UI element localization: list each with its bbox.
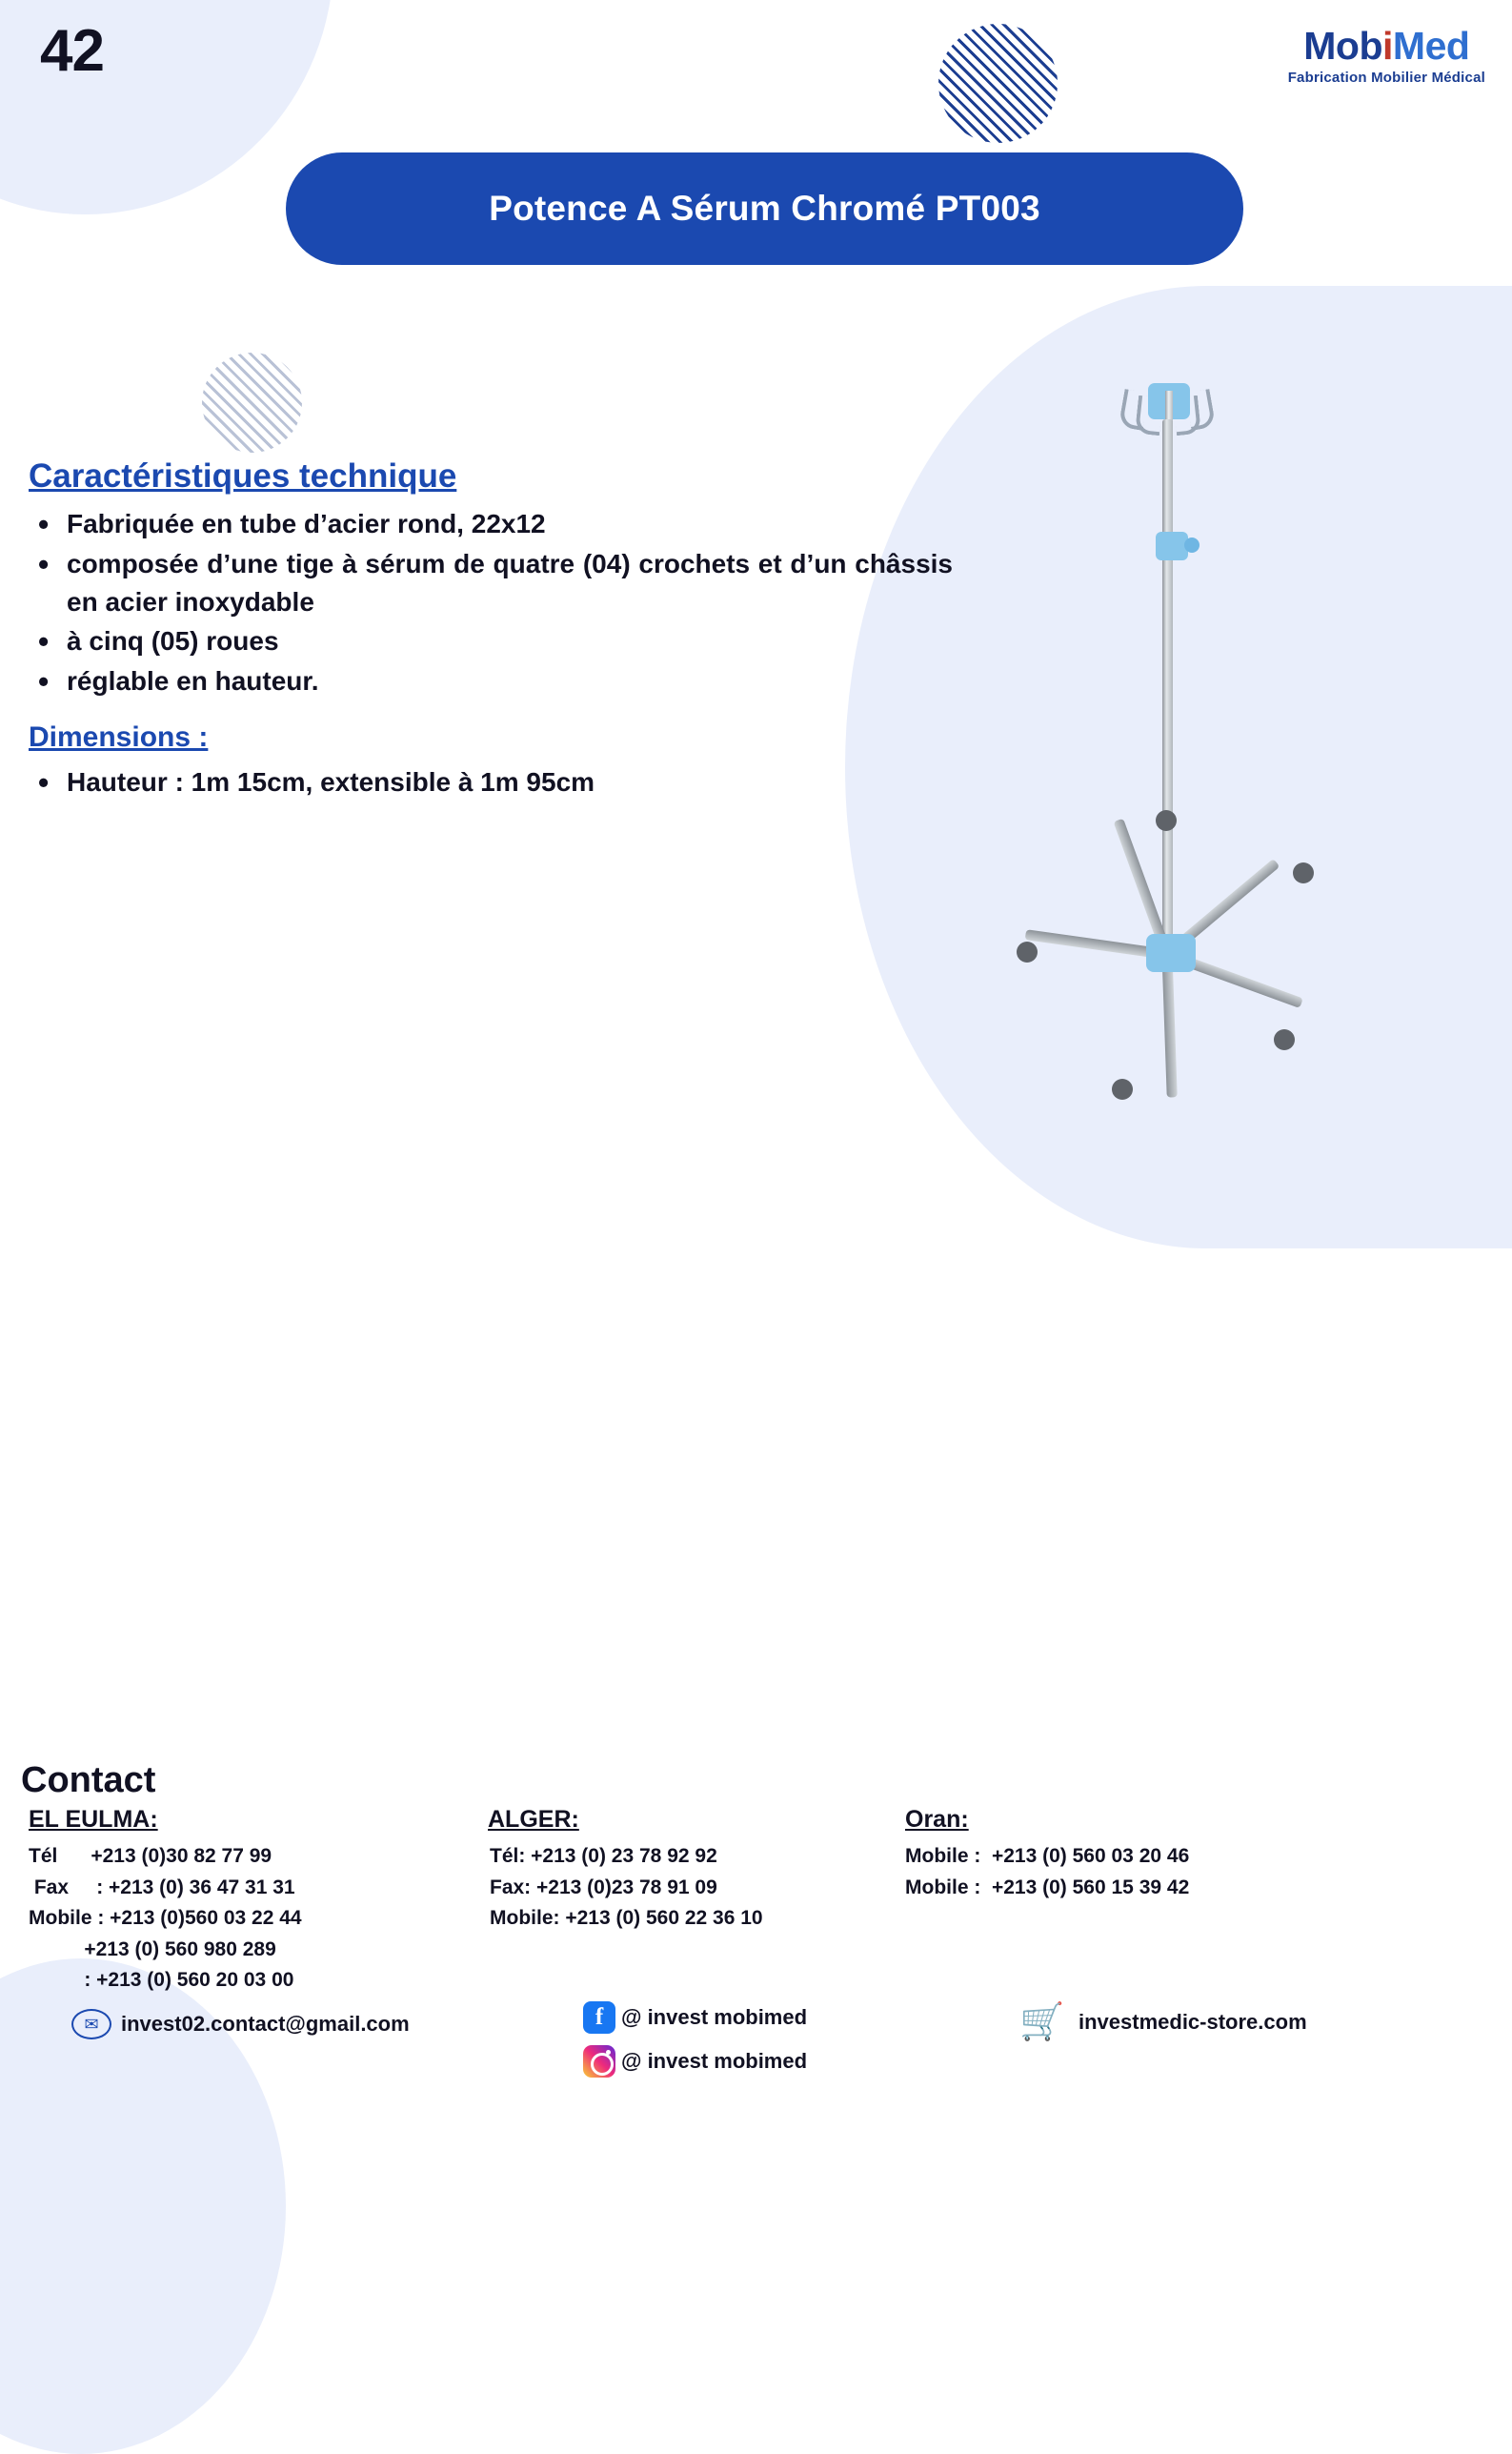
contact-city-heading: ALGER: — [488, 1806, 579, 1834]
logo-tagline: Fabrication Mobilier Médical — [1287, 70, 1485, 86]
contact-line: : +213 (0) 560 20 03 00 — [29, 1969, 294, 1992]
contact-line: Fax : +213 (0) 36 47 31 31 — [29, 1876, 295, 1898]
caster-wheel — [1017, 942, 1038, 963]
list-item: • composée d’une tige à sérum de quatre (04) crochets et d’un châssis en acier inoxydable — [19, 545, 953, 621]
pole-shaft — [1162, 419, 1173, 953]
shopping-cart-icon: 🛒 — [1019, 2002, 1065, 2042]
contact-columns — [19, 1806, 1493, 1997]
caster-wheel — [1112, 1079, 1133, 1100]
product-image-iv-pole — [959, 362, 1369, 1067]
caster-wheel — [1293, 862, 1314, 883]
list-item: • réglable en hauteur. — [19, 662, 953, 700]
page-number: 42 — [40, 18, 104, 84]
logo-word-part1: Mob — [1303, 24, 1383, 68]
contact-line: Tél: +213 (0) 23 78 92 92 — [490, 1845, 717, 1868]
height-adjust-knob — [1156, 532, 1188, 560]
contact-heading: Contact — [21, 1760, 156, 1800]
facebook-contact[interactable] — [583, 2001, 807, 2034]
website-contact[interactable] — [1019, 2003, 1307, 2041]
contact-line: Mobile : +213 (0) 560 15 39 42 — [905, 1876, 1190, 1898]
specs-list — [19, 505, 953, 700]
list-item: • Fabriquée en tube d’acier rond, 22x12 — [19, 505, 953, 543]
list-item: • à cinq (05) roues — [19, 622, 953, 660]
dimensions-heading: Dimensions : — [29, 720, 209, 753]
instagram-contact[interactable] — [583, 2045, 807, 2078]
contact-line: Mobile: +213 (0) 560 22 36 10 — [490, 1907, 763, 1930]
instagram-icon — [583, 2045, 615, 2078]
brand-logo — [1287, 24, 1485, 86]
product-title-banner — [286, 152, 1243, 265]
logo-wordmark — [1288, 24, 1485, 68]
contact-line: Fax: +213 (0)23 78 91 09 — [490, 1876, 717, 1898]
base-hub — [1146, 934, 1196, 972]
contact-city-heading: EL EULMA: — [29, 1806, 158, 1834]
email-label: invest02.contact@gmail.com — [121, 2012, 410, 2036]
contact-line: +213 (0) 560 980 289 — [29, 1937, 276, 1960]
hatched-circle-light — [202, 353, 302, 453]
dimensions-list — [19, 763, 953, 801]
mail-icon: ✉ — [71, 2009, 111, 2039]
website-label: investmedic-store.com — [1079, 2010, 1307, 2034]
specs-heading: Caractéristiques technique — [29, 457, 457, 495]
specifications-section — [19, 457, 953, 803]
contact-line: Mobile : +213 (0)560 03 22 44 — [29, 1907, 302, 1930]
contact-line: Tél +213 (0)30 82 77 99 — [29, 1845, 272, 1868]
contact-column-oran — [877, 1806, 1324, 1997]
contact-city-heading: Oran: — [905, 1806, 969, 1834]
contact-line: Mobile : +213 (0) 560 03 20 46 — [905, 1845, 1190, 1868]
caster-wheel — [1274, 1029, 1295, 1050]
contact-column-el-eulma — [19, 1806, 467, 1997]
instagram-label: @ invest mobimed — [621, 2049, 808, 2073]
email-contact[interactable] — [71, 2009, 410, 2039]
facebook-label: @ invest mobimed — [621, 2005, 808, 2029]
page-title: Potence A Sérum Chromé PT003 — [489, 189, 1040, 228]
footer-social-row — [0, 1992, 1512, 2106]
caster-wheel — [1156, 810, 1177, 831]
hatched-circle-dark — [938, 24, 1058, 143]
facebook-icon: f — [583, 2001, 615, 2034]
logo-word-part3: Med — [1392, 24, 1470, 68]
list-item: • Hauteur : 1m 15cm, extensible à 1m 95cm — [19, 763, 953, 801]
contact-column-alger — [467, 1806, 877, 1997]
logo-word-part2: i — [1382, 24, 1393, 68]
